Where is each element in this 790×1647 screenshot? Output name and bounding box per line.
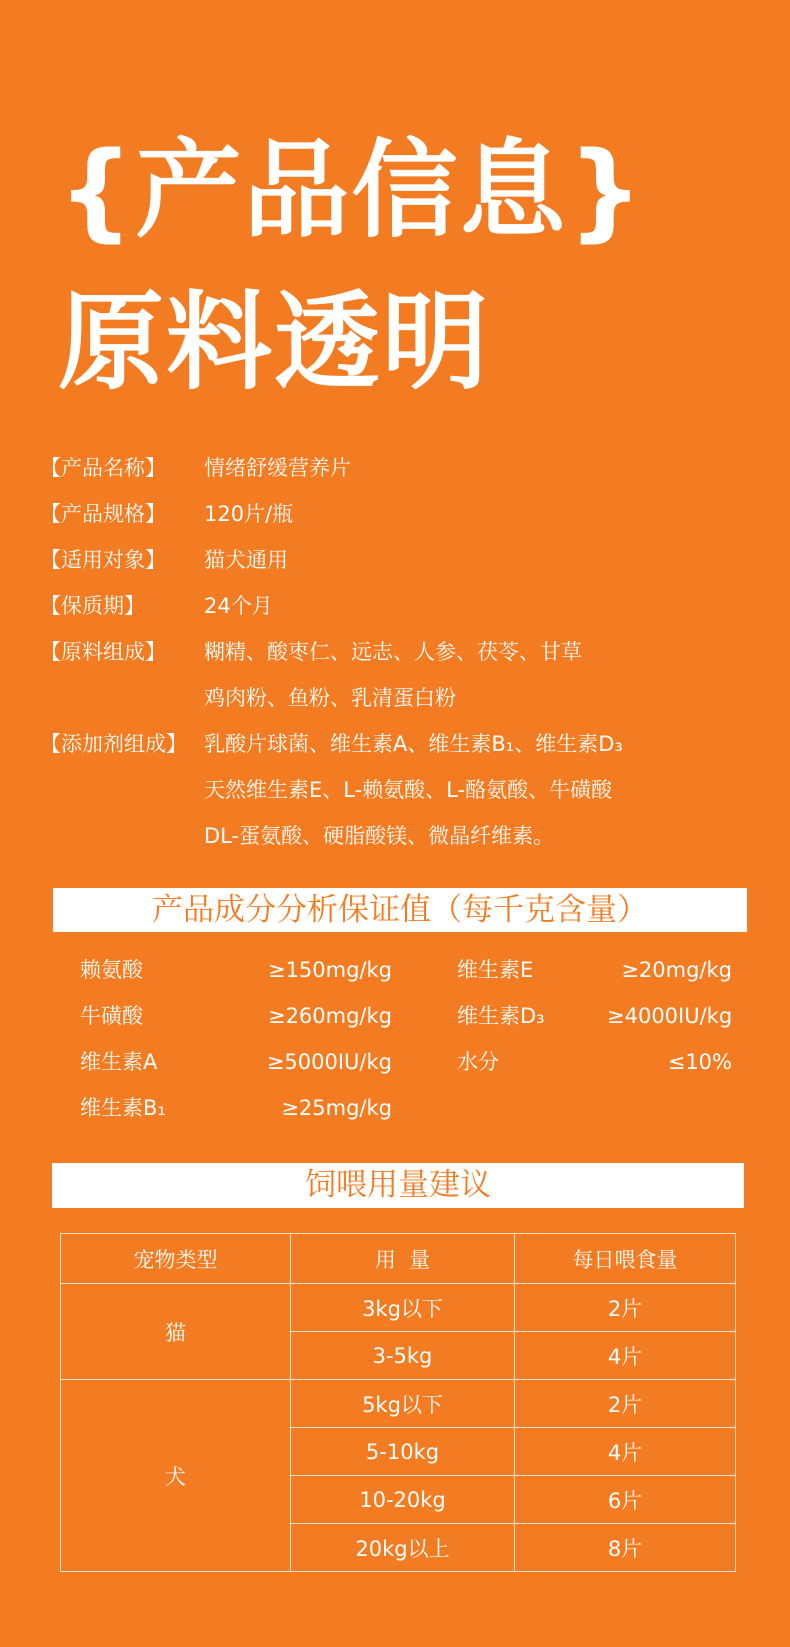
header-daily: 每日喂食量 <box>515 1234 736 1284</box>
daily-cell: 2片 <box>515 1380 736 1428</box>
info-value: 鸡肉粉、鱼粉、乳清蛋白粉 <box>204 686 456 710</box>
info-label: 【添加剂组成】 <box>40 732 187 756</box>
table-row <box>61 1284 736 1332</box>
nutrient-value: ≥150mg/kg <box>267 958 392 982</box>
info-row-target <box>40 537 760 583</box>
info-row-spec <box>40 491 760 537</box>
product-info-list <box>40 445 760 859</box>
analysis-title-banner: 产品成分分析保证值（每千克含量） <box>53 888 747 932</box>
amount-cell: 3-5kg <box>291 1332 515 1380</box>
analysis-list <box>80 947 732 1131</box>
header-amount: 用 量 <box>291 1234 515 1284</box>
info-value: 24个月 <box>204 594 273 618</box>
info-value: 120片/瓶 <box>204 502 294 526</box>
info-value: DL-蛋氨酸、硬脂酸镁、微晶纤维素。 <box>204 824 555 848</box>
hero-title-line-1: {产品信息} <box>58 129 645 252</box>
info-value: 情绪舒缓营养片 <box>204 456 351 480</box>
table-row <box>61 1380 736 1428</box>
daily-cell: 6片 <box>515 1476 736 1524</box>
daily-cell: 4片 <box>515 1332 736 1380</box>
analysis-row <box>80 1085 732 1131</box>
amount-cell: 3kg以下 <box>291 1284 515 1332</box>
nutrient-name: 水分 <box>457 1050 499 1074</box>
hero-title-line-2: 原料透明 <box>58 281 490 404</box>
amount-cell: 5kg以下 <box>291 1380 515 1428</box>
pet-type-cell: 犬 <box>61 1380 291 1572</box>
nutrient-name: 牛磺酸 <box>80 1004 143 1028</box>
nutrient-name: 维生素D₃ <box>457 1004 545 1028</box>
nutrient-value: ≤10% <box>667 1050 732 1074</box>
info-label: 【适用对象】 <box>40 548 166 572</box>
nutrient-value: ≥25mg/kg <box>281 1096 392 1120</box>
info-label: 【保质期】 <box>40 594 145 618</box>
pet-type-cell: 猫 <box>61 1284 291 1380</box>
nutrient-value: ≥20mg/kg <box>621 958 732 982</box>
nutrient-value: ≥4000IU/kg <box>607 1004 733 1028</box>
info-value: 猫犬通用 <box>204 548 288 572</box>
table-header-row <box>61 1234 736 1284</box>
info-value: 糊精、酸枣仁、远志、人参、茯苓、甘草 <box>204 640 582 664</box>
info-row-name <box>40 445 760 491</box>
info-label: 【产品名称】 <box>40 456 166 480</box>
nutrient-name: 赖氨酸 <box>80 958 143 982</box>
info-label: 【产品规格】 <box>40 502 166 526</box>
feeding-title-banner: 饲喂用量建议 <box>52 1163 744 1208</box>
amount-cell: 5-10kg <box>291 1428 515 1476</box>
analysis-row <box>80 993 732 1039</box>
info-row-ingredients <box>40 629 760 721</box>
analysis-row <box>80 1039 732 1085</box>
nutrient-value: ≥5000IU/kg <box>266 1050 392 1074</box>
info-value: 乳酸片球菌、维生素A、维生素B₁、维生素D₃ <box>204 732 623 756</box>
daily-cell: 4片 <box>515 1428 736 1476</box>
daily-cell: 2片 <box>515 1284 736 1332</box>
nutrient-name: 维生素B₁ <box>80 1096 166 1120</box>
info-label: 【原料组成】 <box>40 640 166 664</box>
daily-cell: 8片 <box>515 1524 736 1572</box>
info-row-additives <box>40 721 760 859</box>
amount-cell: 10-20kg <box>291 1476 515 1524</box>
amount-cell: 20kg以上 <box>291 1524 515 1572</box>
info-value: 天然维生素E、L-赖氨酸、L-酪氨酸、牛磺酸 <box>204 778 613 802</box>
nutrient-name: 维生素E <box>457 958 534 982</box>
feeding-table <box>60 1233 736 1572</box>
nutrient-name: 维生素A <box>80 1050 158 1074</box>
info-row-shelf-life <box>40 583 760 629</box>
nutrient-value: ≥260mg/kg <box>267 1004 392 1028</box>
header-pet-type: 宠物类型 <box>61 1234 291 1284</box>
analysis-row <box>80 947 732 993</box>
